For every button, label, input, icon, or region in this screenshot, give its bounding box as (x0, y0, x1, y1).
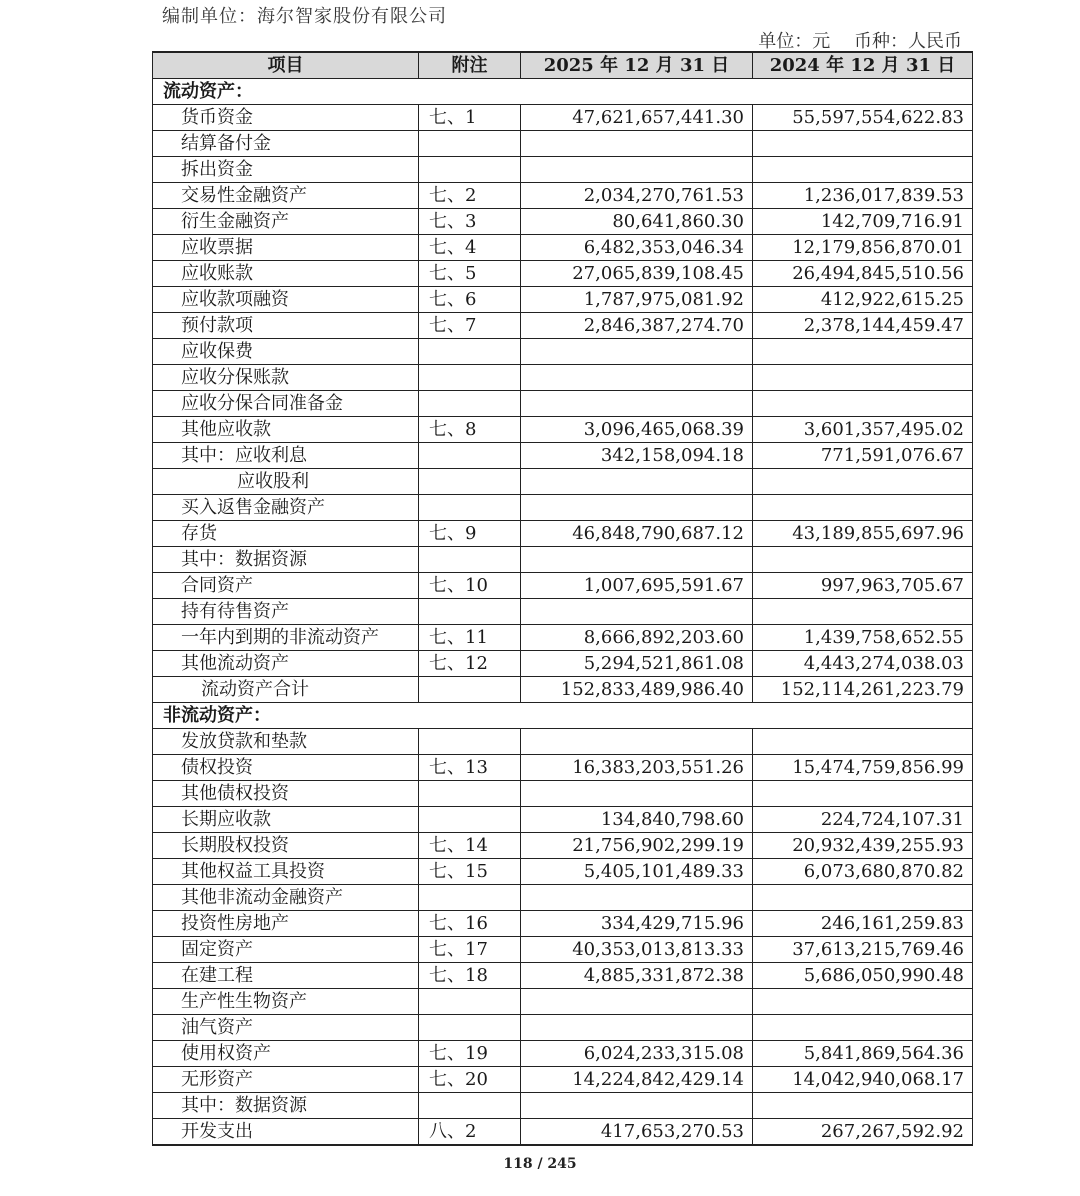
value-2024-cell (753, 339, 973, 365)
value-2025-cell (521, 547, 753, 573)
value-2025-cell (521, 729, 753, 755)
table-header (153, 52, 973, 79)
item-cell: 开发支出 (153, 1119, 419, 1146)
value-2024-cell: 15,474,759,856.99 (753, 755, 973, 781)
item-cell: 在建工程 (153, 963, 419, 989)
table-row (153, 365, 973, 391)
table-row (153, 1067, 973, 1093)
table-row (153, 547, 973, 573)
item-cell: 其中：数据资源 (153, 1093, 419, 1119)
item-cell: 固定资产 (153, 937, 419, 963)
note-cell: 七、13 (419, 755, 521, 781)
table-row (153, 963, 973, 989)
item-cell: 其中：数据资源 (153, 547, 419, 573)
table-row (153, 521, 973, 547)
value-2024-cell: 246,161,259.83 (753, 911, 973, 937)
value-2024-cell: 20,932,439,255.93 (753, 833, 973, 859)
item-cell: 交易性金融资产 (153, 183, 419, 209)
note-cell (419, 547, 521, 573)
item-cell: 长期应收款 (153, 807, 419, 833)
item-cell: 衍生金融资产 (153, 209, 419, 235)
table-row (153, 859, 973, 885)
table-row (153, 1041, 973, 1067)
table-row (153, 1093, 973, 1119)
note-cell: 七、14 (419, 833, 521, 859)
item-cell: 油气资产 (153, 1015, 419, 1041)
value-2024-cell: 43,189,855,697.96 (753, 521, 973, 547)
value-2024-cell: 5,686,050,990.48 (753, 963, 973, 989)
value-2024-cell: 1,439,758,652.55 (753, 625, 973, 651)
value-2025-cell: 16,383,203,551.26 (521, 755, 753, 781)
table-row (153, 911, 973, 937)
value-2024-cell: 142,709,716.91 (753, 209, 973, 235)
table-row (153, 937, 973, 963)
col-header-item: 项目 (153, 52, 419, 79)
col-header-2025: 2025 年 12 月 31 日 (521, 52, 753, 79)
table-row (153, 313, 973, 339)
value-2025-cell: 152,833,489,986.40 (521, 677, 753, 703)
value-2024-cell: 6,073,680,870.82 (753, 859, 973, 885)
note-cell (419, 365, 521, 391)
value-2025-cell (521, 989, 753, 1015)
table-row (153, 157, 973, 183)
table-row (153, 105, 973, 131)
item-cell: 使用权资产 (153, 1041, 419, 1067)
value-2024-cell (753, 495, 973, 521)
table-row (153, 833, 973, 859)
note-cell: 七、3 (419, 209, 521, 235)
table-row (153, 391, 973, 417)
value-2025-cell: 80,641,860.30 (521, 209, 753, 235)
note-cell: 七、7 (419, 313, 521, 339)
item-cell: 拆出资金 (153, 157, 419, 183)
value-2024-cell (753, 391, 973, 417)
table-row (153, 261, 973, 287)
item-cell: 其他非流动金融资产 (153, 885, 419, 911)
value-2024-cell (753, 469, 973, 495)
table-row (153, 625, 973, 651)
currency-label: 币种：人民币 (854, 31, 962, 52)
item-cell: 一年内到期的非流动资产 (153, 625, 419, 651)
value-2024-cell (753, 885, 973, 911)
section-title: 流动资产： (153, 79, 973, 105)
note-cell: 七、12 (419, 651, 521, 677)
value-2025-cell (521, 157, 753, 183)
value-2025-cell: 3,096,465,068.39 (521, 417, 753, 443)
note-cell (419, 1015, 521, 1041)
value-2024-cell (753, 989, 973, 1015)
value-2025-cell (521, 495, 753, 521)
unit-label: 单位：元 (758, 31, 831, 52)
note-cell: 七、2 (419, 183, 521, 209)
value-2025-cell: 334,429,715.96 (521, 911, 753, 937)
note-cell (419, 443, 521, 469)
value-2024-cell: 14,042,940,068.17 (753, 1067, 973, 1093)
note-cell: 七、6 (419, 287, 521, 313)
table-row (153, 651, 973, 677)
value-2025-cell: 1,007,695,591.67 (521, 573, 753, 599)
item-cell: 合同资产 (153, 573, 419, 599)
table-row (153, 131, 973, 157)
value-2025-cell (521, 599, 753, 625)
note-cell: 七、11 (419, 625, 521, 651)
value-2025-cell: 40,353,013,813.33 (521, 937, 753, 963)
note-cell: 七、16 (419, 911, 521, 937)
note-cell (419, 599, 521, 625)
balance-sheet-table (152, 51, 973, 1146)
value-2024-cell (753, 131, 973, 157)
item-cell: 应收分保账款 (153, 365, 419, 391)
value-2024-cell: 2,378,144,459.47 (753, 313, 973, 339)
col-header-2024: 2024 年 12 月 31 日 (753, 52, 973, 79)
item-cell: 生产性生物资产 (153, 989, 419, 1015)
note-cell (419, 807, 521, 833)
table-row (153, 807, 973, 833)
item-cell: 投资性房地产 (153, 911, 419, 937)
note-cell (419, 131, 521, 157)
item-cell: 债权投资 (153, 755, 419, 781)
value-2025-cell: 134,840,798.60 (521, 807, 753, 833)
value-2025-cell: 46,848,790,687.12 (521, 521, 753, 547)
note-cell: 八、2 (419, 1119, 521, 1146)
value-2024-cell (753, 729, 973, 755)
table-row (153, 209, 973, 235)
value-2024-cell: 5,841,869,564.36 (753, 1041, 973, 1067)
value-2024-cell (753, 365, 973, 391)
value-2024-cell: 26,494,845,510.56 (753, 261, 973, 287)
note-cell (419, 677, 521, 703)
note-cell (419, 1093, 521, 1119)
page-number: 118 / 245 (503, 1156, 577, 1172)
value-2024-cell: 412,922,615.25 (753, 287, 973, 313)
value-2025-cell: 6,482,353,046.34 (521, 235, 753, 261)
value-2025-cell: 417,653,270.53 (521, 1119, 753, 1146)
value-2025-cell: 5,294,521,861.08 (521, 651, 753, 677)
value-2024-cell: 152,114,261,223.79 (753, 677, 973, 703)
value-2025-cell: 342,158,094.18 (521, 443, 753, 469)
col-header-note: 附注 (419, 52, 521, 79)
value-2024-cell (753, 599, 973, 625)
table-row (153, 989, 973, 1015)
value-2025-cell: 14,224,842,429.14 (521, 1067, 753, 1093)
item-cell: 流动资产合计 (153, 677, 419, 703)
item-cell: 结算备付金 (153, 131, 419, 157)
section-row (153, 703, 973, 729)
value-2024-cell (753, 547, 973, 573)
value-2025-cell (521, 1015, 753, 1041)
note-cell (419, 495, 521, 521)
note-cell (419, 781, 521, 807)
table-row (153, 417, 973, 443)
org-name: 编制单位：海尔智家股份有限公司 (162, 6, 447, 27)
value-2024-cell: 1,236,017,839.53 (753, 183, 973, 209)
table-row (153, 885, 973, 911)
table-row (153, 287, 973, 313)
item-cell: 其他应收款 (153, 417, 419, 443)
value-2025-cell (521, 339, 753, 365)
value-2025-cell: 47,621,657,441.30 (521, 105, 753, 131)
value-2024-cell: 997,963,705.67 (753, 573, 973, 599)
item-cell: 其他债权投资 (153, 781, 419, 807)
item-cell: 发放贷款和垫款 (153, 729, 419, 755)
item-cell: 应收分保合同准备金 (153, 391, 419, 417)
section-row (153, 79, 973, 105)
item-cell: 其中：应收利息 (153, 443, 419, 469)
item-cell: 应收保费 (153, 339, 419, 365)
value-2024-cell (753, 157, 973, 183)
note-cell: 七、19 (419, 1041, 521, 1067)
value-2025-cell: 21,756,902,299.19 (521, 833, 753, 859)
value-2025-cell: 1,787,975,081.92 (521, 287, 753, 313)
value-2024-cell: 771,591,076.67 (753, 443, 973, 469)
table-row (153, 781, 973, 807)
table-row (153, 443, 973, 469)
table-row (153, 469, 973, 495)
note-cell (419, 989, 521, 1015)
value-2024-cell (753, 1093, 973, 1119)
section-title: 非流动资产： (153, 703, 973, 729)
value-2025-cell (521, 391, 753, 417)
note-cell (419, 729, 521, 755)
total-row (153, 677, 973, 703)
table-row (153, 599, 973, 625)
value-2024-cell: 37,613,215,769.46 (753, 937, 973, 963)
value-2025-cell: 27,065,839,108.45 (521, 261, 753, 287)
note-cell (419, 339, 521, 365)
value-2025-cell (521, 885, 753, 911)
header-row (153, 52, 973, 79)
value-2024-cell: 267,267,592.92 (753, 1119, 973, 1146)
value-2025-cell: 2,034,270,761.53 (521, 183, 753, 209)
value-2024-cell: 12,179,856,870.01 (753, 235, 973, 261)
note-cell: 七、8 (419, 417, 521, 443)
value-2024-cell: 55,597,554,622.83 (753, 105, 973, 131)
value-2024-cell: 3,601,357,495.02 (753, 417, 973, 443)
table-body (153, 79, 973, 1146)
value-2024-cell (753, 1015, 973, 1041)
item-cell: 应收股利 (153, 469, 419, 495)
item-cell: 无形资产 (153, 1067, 419, 1093)
item-cell: 长期股权投资 (153, 833, 419, 859)
value-2025-cell: 2,846,387,274.70 (521, 313, 753, 339)
note-cell (419, 469, 521, 495)
note-cell: 七、20 (419, 1067, 521, 1093)
value-2025-cell: 6,024,233,315.08 (521, 1041, 753, 1067)
value-2024-cell: 224,724,107.31 (753, 807, 973, 833)
item-cell: 应收款项融资 (153, 287, 419, 313)
table-row (153, 1119, 973, 1146)
table-row (153, 235, 973, 261)
item-cell: 应收账款 (153, 261, 419, 287)
note-cell: 七、9 (419, 521, 521, 547)
table-row (153, 495, 973, 521)
note-cell (419, 157, 521, 183)
note-cell: 七、18 (419, 963, 521, 989)
item-cell: 货币资金 (153, 105, 419, 131)
value-2024-cell: 4,443,274,038.03 (753, 651, 973, 677)
item-cell: 其他流动资产 (153, 651, 419, 677)
value-2025-cell (521, 1093, 753, 1119)
table-row (153, 755, 973, 781)
note-cell (419, 885, 521, 911)
table-row (153, 183, 973, 209)
note-cell: 七、17 (419, 937, 521, 963)
item-cell: 预付款项 (153, 313, 419, 339)
note-cell: 七、1 (419, 105, 521, 131)
note-cell: 七、15 (419, 859, 521, 885)
value-2025-cell: 5,405,101,489.33 (521, 859, 753, 885)
item-cell: 持有待售资产 (153, 599, 419, 625)
value-2025-cell (521, 781, 753, 807)
value-2025-cell (521, 469, 753, 495)
item-cell: 买入返售金融资产 (153, 495, 419, 521)
item-cell: 其他权益工具投资 (153, 859, 419, 885)
value-2025-cell (521, 131, 753, 157)
table-row (153, 729, 973, 755)
value-2025-cell: 4,885,331,872.38 (521, 963, 753, 989)
value-2025-cell: 8,666,892,203.60 (521, 625, 753, 651)
table-row (153, 573, 973, 599)
item-cell: 应收票据 (153, 235, 419, 261)
note-cell (419, 391, 521, 417)
note-cell: 七、5 (419, 261, 521, 287)
value-2025-cell (521, 365, 753, 391)
table-row (153, 1015, 973, 1041)
note-cell: 七、10 (419, 573, 521, 599)
note-cell: 七、4 (419, 235, 521, 261)
table-row (153, 339, 973, 365)
item-cell: 存货 (153, 521, 419, 547)
unit-line (758, 27, 962, 53)
value-2024-cell (753, 781, 973, 807)
